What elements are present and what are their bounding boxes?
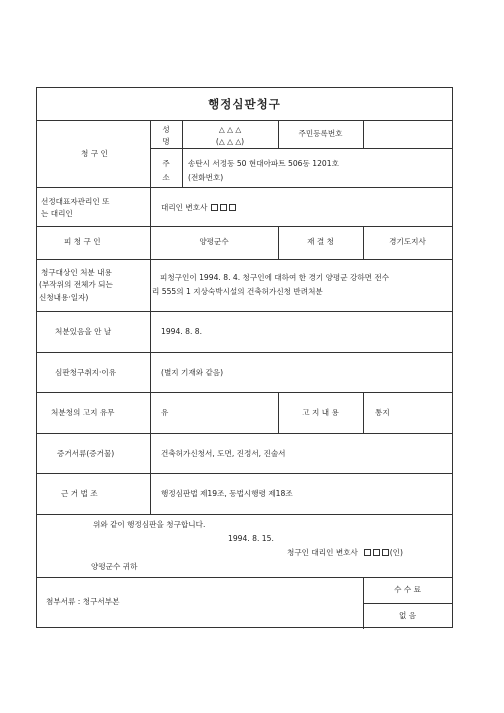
fee-label: 수 수 료 [394, 585, 421, 594]
disposition-label-3: 신청내용·일자) [39, 293, 89, 302]
attachment-label: 첨부서류 : 청구서부본 [46, 597, 120, 606]
notice-content-value: 통지 [375, 408, 390, 417]
grid-line [363, 392, 364, 433]
stamp-box [364, 549, 371, 556]
notice-label: 처분청의 고지 유무 [51, 408, 115, 417]
disposition-value-1: 피청구인이 1994. 8. 4. 청구인에 대하여 한 경기 양평군 강하면 전수 [160, 273, 390, 282]
address-value-1: 송탄시 서정동 50 현대아파트 506동 1201호 [188, 159, 339, 168]
grid-line [37, 392, 452, 393]
grid-line [37, 311, 452, 312]
address-value-2: (전화번호) [188, 173, 224, 182]
notice-content-label: 고 지 내 용 [302, 408, 339, 417]
declaration-signer: 청구인 대리인 변호사 (인) [287, 548, 403, 557]
evidence-value: 건축허가신청서, 도면, 진정서, 진술서 [161, 449, 286, 458]
purpose-label: 심판청구취지·이유 [55, 368, 117, 377]
grid-line [37, 433, 452, 434]
grid-line [37, 577, 452, 578]
form-title: 행정심판청구 [37, 88, 452, 121]
grid-line [363, 120, 364, 148]
declaration-line: 위와 같이 행정심판을 청구합니다. [93, 520, 206, 529]
address-label-2: 소 [162, 173, 170, 182]
grid-line [37, 226, 452, 227]
legal-basis-value: 행정심판법 제19조, 동법시행령 제18조 [161, 489, 293, 498]
stamp-box [211, 204, 218, 211]
respondent-value: 양평군수 [199, 237, 229, 246]
aware-date-label: 처분있음을 안 날 [55, 327, 112, 336]
representative-label-2: 는 대리인 [41, 209, 73, 218]
name-label-1: 성 [162, 125, 170, 134]
aware-date-value: 1994. 8. 8. [161, 327, 203, 336]
resident-no-label: 주민등록번호 [298, 129, 343, 138]
grid-line [37, 473, 452, 474]
ruling-value: 경기도지사 [389, 237, 426, 246]
name-value-1: △ △ △ [218, 125, 242, 134]
grid-line [150, 148, 452, 149]
claimant-label: 청 구 인 [81, 149, 108, 158]
stamp-box [382, 549, 389, 556]
stamp-box [373, 549, 380, 556]
appeal-form [36, 87, 453, 628]
disposition-label-2: (부작위의 전체가 되는 [39, 280, 113, 289]
stamp-box [220, 204, 227, 211]
representative-value: 대리인 변호사 [161, 203, 237, 213]
declaration-date: 1994. 8. 15. [228, 534, 274, 543]
ruling-label: 재 결 청 [307, 237, 334, 246]
grid-line [37, 259, 452, 260]
stamp-box [229, 204, 236, 211]
address-label-1: 주 [162, 159, 170, 168]
purpose-value: (별지 기재와 같음) [161, 368, 224, 377]
grid-line [37, 514, 452, 515]
grid-line [37, 187, 452, 188]
representative-label-1: 선정대표자관리인 또 [41, 197, 110, 206]
respondent-label: 피 청 구 인 [64, 237, 101, 246]
name-label-2: 명 [162, 137, 170, 146]
legal-basis-label: 근 거 법 조 [61, 489, 98, 498]
evidence-label: 증거서류(증거물) [57, 449, 115, 458]
disposition-label-1: 청구대상인 처분 내용 [41, 268, 112, 277]
disposition-value-2: 리 555의 1 지상숙박시설의 건축허가신청 반려처분 [152, 287, 323, 296]
notice-value: 유 [161, 408, 169, 417]
name-value-2: (△ △ △) [215, 137, 245, 146]
fee-value: 없 음 [398, 611, 417, 620]
grid-line [363, 603, 452, 604]
declaration-addressee: 양평군수 귀하 [91, 562, 138, 571]
grid-line [37, 352, 452, 353]
